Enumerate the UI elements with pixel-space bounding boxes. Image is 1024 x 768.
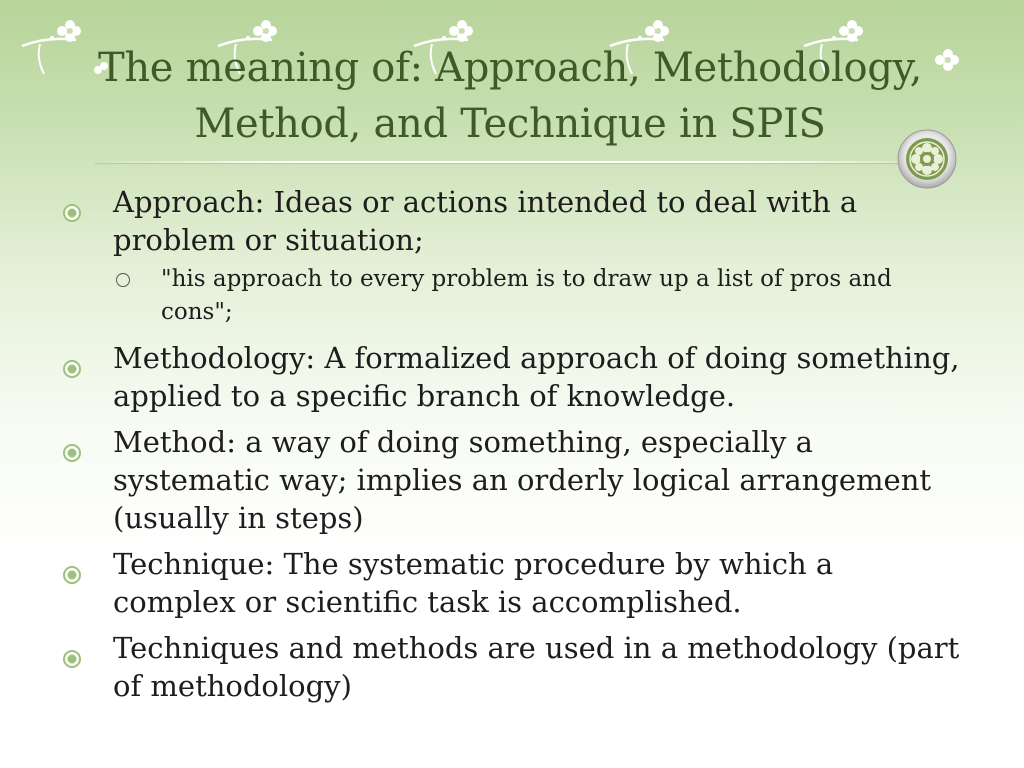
list-item — [60, 545, 960, 621]
slide-title: The meaning of: Approach, Methodology, Method, and Technique in SPIS — [97, 45, 923, 147]
list-item — [60, 423, 960, 537]
list-item — [60, 183, 960, 259]
title-divider — [95, 159, 905, 165]
list-item-text: Methodology: A formalized approach of doing something, applied to a specific branch of knowledge. — [113, 341, 960, 413]
green-circle-bullet-icon — [63, 433, 81, 451]
list-item-text: Method: a way of doing something, especially a systematic way; implies an orderly logical arrangement (usually in steps) — [113, 425, 932, 535]
list-item-text: Approach: Ideas or actions intended to deal with a problem or situation; — [113, 185, 858, 257]
list-item — [60, 629, 960, 705]
sub-list-item — [60, 263, 960, 329]
list-item-text: Techniques and methods are used in a methodology (part of methodology) — [113, 631, 960, 703]
list-item — [60, 339, 960, 415]
slide-body — [60, 183, 960, 713]
hollow-circle-bullet-icon — [116, 273, 130, 287]
green-circle-bullet-icon — [63, 349, 81, 367]
green-circle-bullet-icon — [63, 193, 81, 211]
sub-list-item-text: "his approach to every problem is to draw up a list of pros and cons"; — [161, 266, 892, 325]
list-item-text: Technique: The systematic procedure by which a complex or scientific task is accomplished. — [113, 547, 834, 619]
green-circle-bullet-icon — [63, 639, 81, 657]
green-circle-bullet-icon — [63, 555, 81, 573]
